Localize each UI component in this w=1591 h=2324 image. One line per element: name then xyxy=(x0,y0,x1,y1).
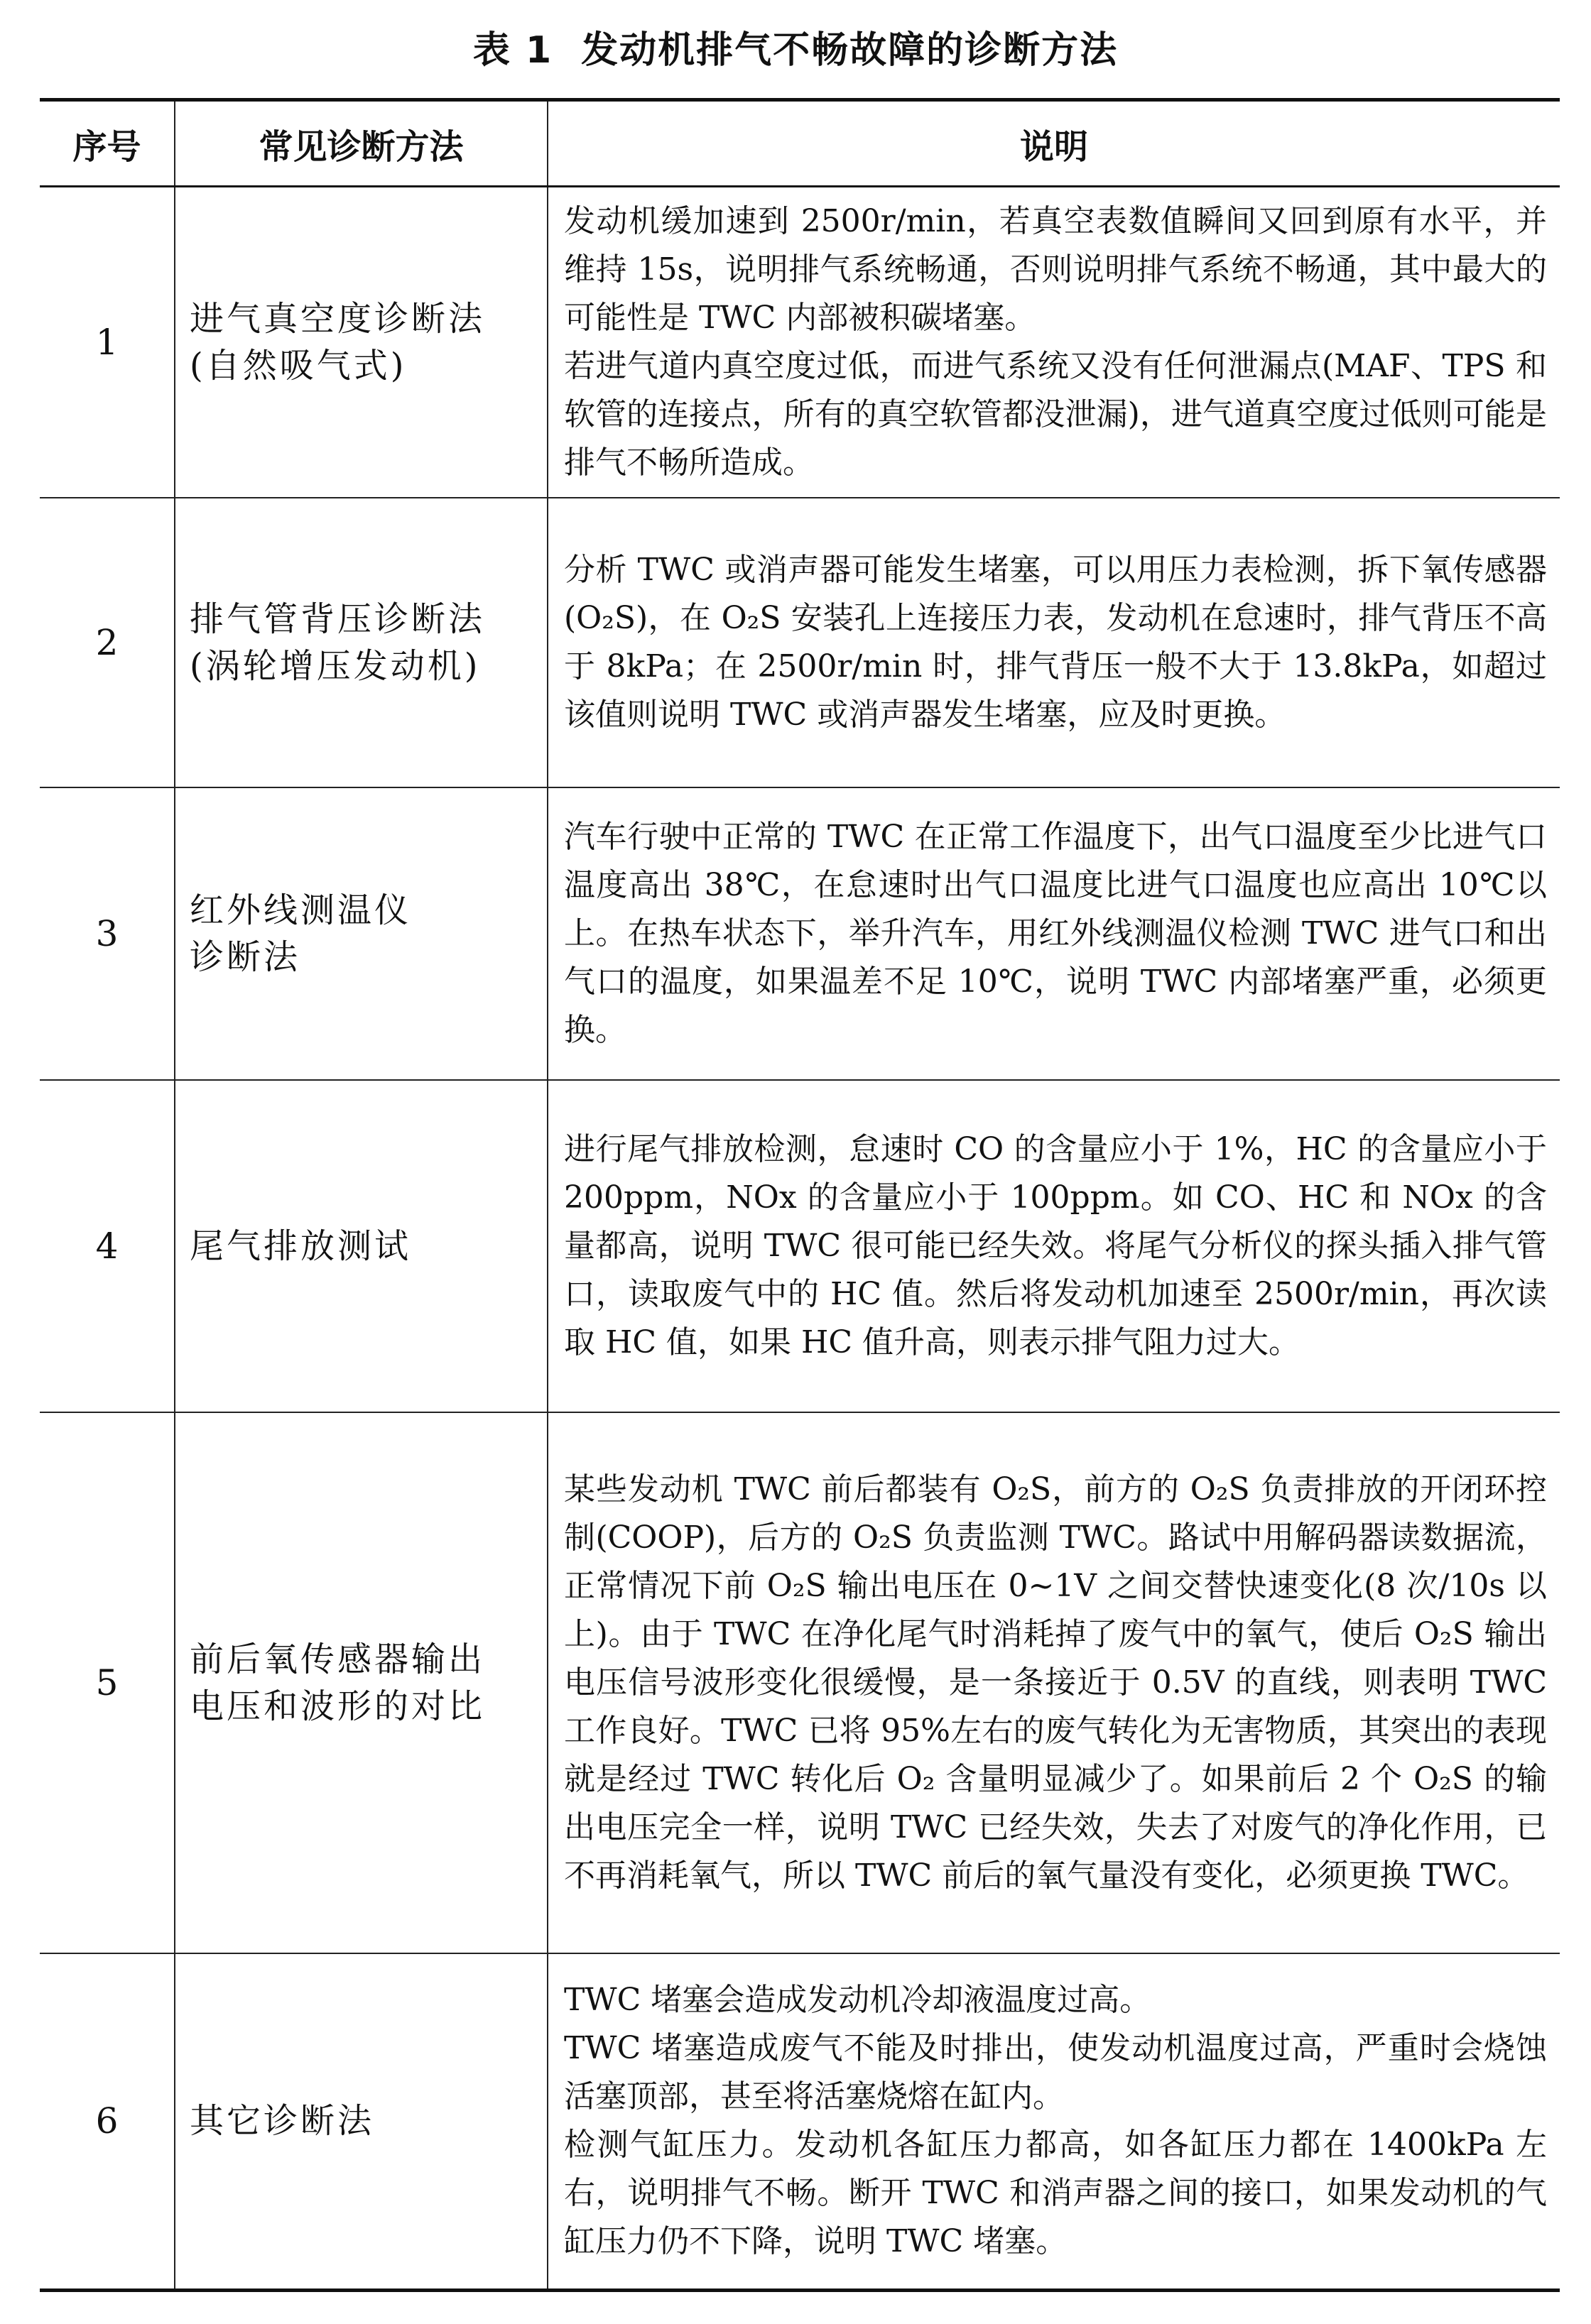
table-row xyxy=(40,1080,1560,1412)
method-line: 电压和波形的对比 xyxy=(190,1686,486,1726)
row-method xyxy=(175,1953,548,2290)
header-method: 常见诊断方法 xyxy=(175,100,548,187)
table-row xyxy=(40,787,1560,1080)
row-description xyxy=(548,1080,1560,1412)
table-title: 发动机排气不畅故障的诊断方法 xyxy=(581,29,1119,72)
method-line: 其它诊断法 xyxy=(190,2101,375,2142)
method-line: 排气管背压诊断法 xyxy=(190,599,486,639)
method-line: 前后氧传感器输出 xyxy=(190,1640,486,1679)
description-paragraph: 进行尾气排放检测，怠速时 CO 的含量应小于 1%，HC 的含量应小于 200ppm，NOx 的含量应小于 100ppm。如 CO、HC 和 NOx 的含量都高，说明 TWC 很可能已经失效。将尾气分析仪的探头插入排气管口，读取废气中的 HC 值。然后将发动机加速至 2500r/min，再次读取 HC 值，如果 HC 值升高，则表示排气阻力过大。 xyxy=(564,1131,1547,1360)
table-caption xyxy=(0,20,1591,73)
description-paragraph: 分析 TWC 或消声器可能发生堵塞，可以用压力表检测，拆下氧传感器(O₂S)，在 O₂S 安装孔上连接压力表，发动机在怠速时，排气背压不高于 8kPa；在 2500r/min 时，排气背压一般不大于 13.8kPa，如超过该值则说明 TWC 或消声器发生堵塞，应及时更换。 xyxy=(564,552,1547,733)
method-line: 红外线测温仪 xyxy=(190,890,412,930)
header-index: 序号 xyxy=(40,100,175,187)
row-description xyxy=(548,187,1560,498)
description-paragraph: 若进气道内真空度过低，而进气系统又没有任何泄漏点(MAF、TPS 和软管的连接点，所有的真空软管都没泄漏)，进气道真空度过低则可能是排气不畅所造成。 xyxy=(564,348,1547,481)
diagnosis-table xyxy=(40,98,1560,2292)
description-paragraph: 检测气缸压力。发动机各缸压力都高，如各缸压力都在 1400kPa 左右，说明排气不畅。断开 TWC 和消声器之间的接口，如果发动机的气缸压力仍不下降，说明 TWC 堵塞。 xyxy=(564,2127,1547,2260)
method-line: (自然吸气式) xyxy=(190,346,407,386)
method-line: 进气真空度诊断法 xyxy=(190,299,486,339)
row-description xyxy=(548,1953,1560,2290)
description-paragraph: TWC 堵塞会造成发动机冷却液温度过高。 xyxy=(564,1982,1151,2019)
table-row xyxy=(40,1412,1560,1953)
row-method xyxy=(175,1080,548,1412)
table-row xyxy=(40,1953,1560,2290)
row-method xyxy=(175,498,548,787)
row-description xyxy=(548,498,1560,787)
row-index: 3 xyxy=(40,787,175,1080)
row-index: 4 xyxy=(40,1080,175,1412)
row-index: 2 xyxy=(40,498,175,787)
table-row xyxy=(40,187,1560,498)
row-index: 6 xyxy=(40,1953,175,2290)
description-paragraph: TWC 堵塞造成废气不能及时排出，使发动机温度过高，严重时会烧蚀活塞顶部，甚至将活塞烧熔在缸内。 xyxy=(564,2030,1547,2115)
row-method xyxy=(175,787,548,1080)
description-paragraph: 汽车行驶中正常的 TWC 在正常工作温度下，出气口温度至少比进气口温度高出 38℃，在怠速时出气口温度比进气口温度也应高出 10℃以上。在热车状态下，举升汽车，用红外线测温仪检测 TWC 进气口和出气口的温度，如果温差不足 10℃，说明 TWC 内部堵塞严重，必须更换。 xyxy=(564,819,1547,1048)
header-row xyxy=(40,100,1560,187)
header-description: 说明 xyxy=(548,100,1560,187)
method-line: 尾气排放测试 xyxy=(190,1226,412,1266)
table-number: 表 1 xyxy=(472,29,553,72)
method-line: 诊断法 xyxy=(190,937,301,977)
row-index: 1 xyxy=(40,187,175,498)
description-paragraph: 发动机缓加速到 2500r/min，若真空表数值瞬间又回到原有水平，并维持 15s，说明排气系统畅通，否则说明排气系统不畅通，其中最大的可能性是 TWC 内部被积碳堵塞。 xyxy=(564,203,1547,336)
table-row xyxy=(40,498,1560,787)
row-method xyxy=(175,187,548,498)
method-line: (涡轮增压发动机) xyxy=(190,646,481,686)
row-description xyxy=(548,787,1560,1080)
row-description xyxy=(548,1412,1560,1953)
row-method xyxy=(175,1412,548,1953)
row-index: 5 xyxy=(40,1412,175,1953)
description-paragraph: 某些发动机 TWC 前后都装有 O₂S，前方的 O₂S 负责排放的开闭环控制(COOP)，后方的 O₂S 负责监测 TWC。路试中用解码器读数据流，正常情况下前 O₂S 输出电压在 0~1V 之间交替快速变化(8 次/10s 以上)。由于 TWC 在净化尾气时消耗掉了废气中的氧气，使后 O₂S 输出电压信号波形变化很缓慢，是一条接近于 0.5V 的直线，则表明 TWC 工作良好。TWC 已将 95%左右的废气转化为无害物质，其突出的表现就是经过 TWC 转化后 O₂ 含量明显减少了。如果前后 2 个 O₂S 的输出电压完全一样，说明 TWC 已经失效，失去了对废气的净化作用，已不再消耗氧气，所以 TWC 前后的氧气量没有变化，必须更换 TWC。 xyxy=(564,1471,1547,1894)
